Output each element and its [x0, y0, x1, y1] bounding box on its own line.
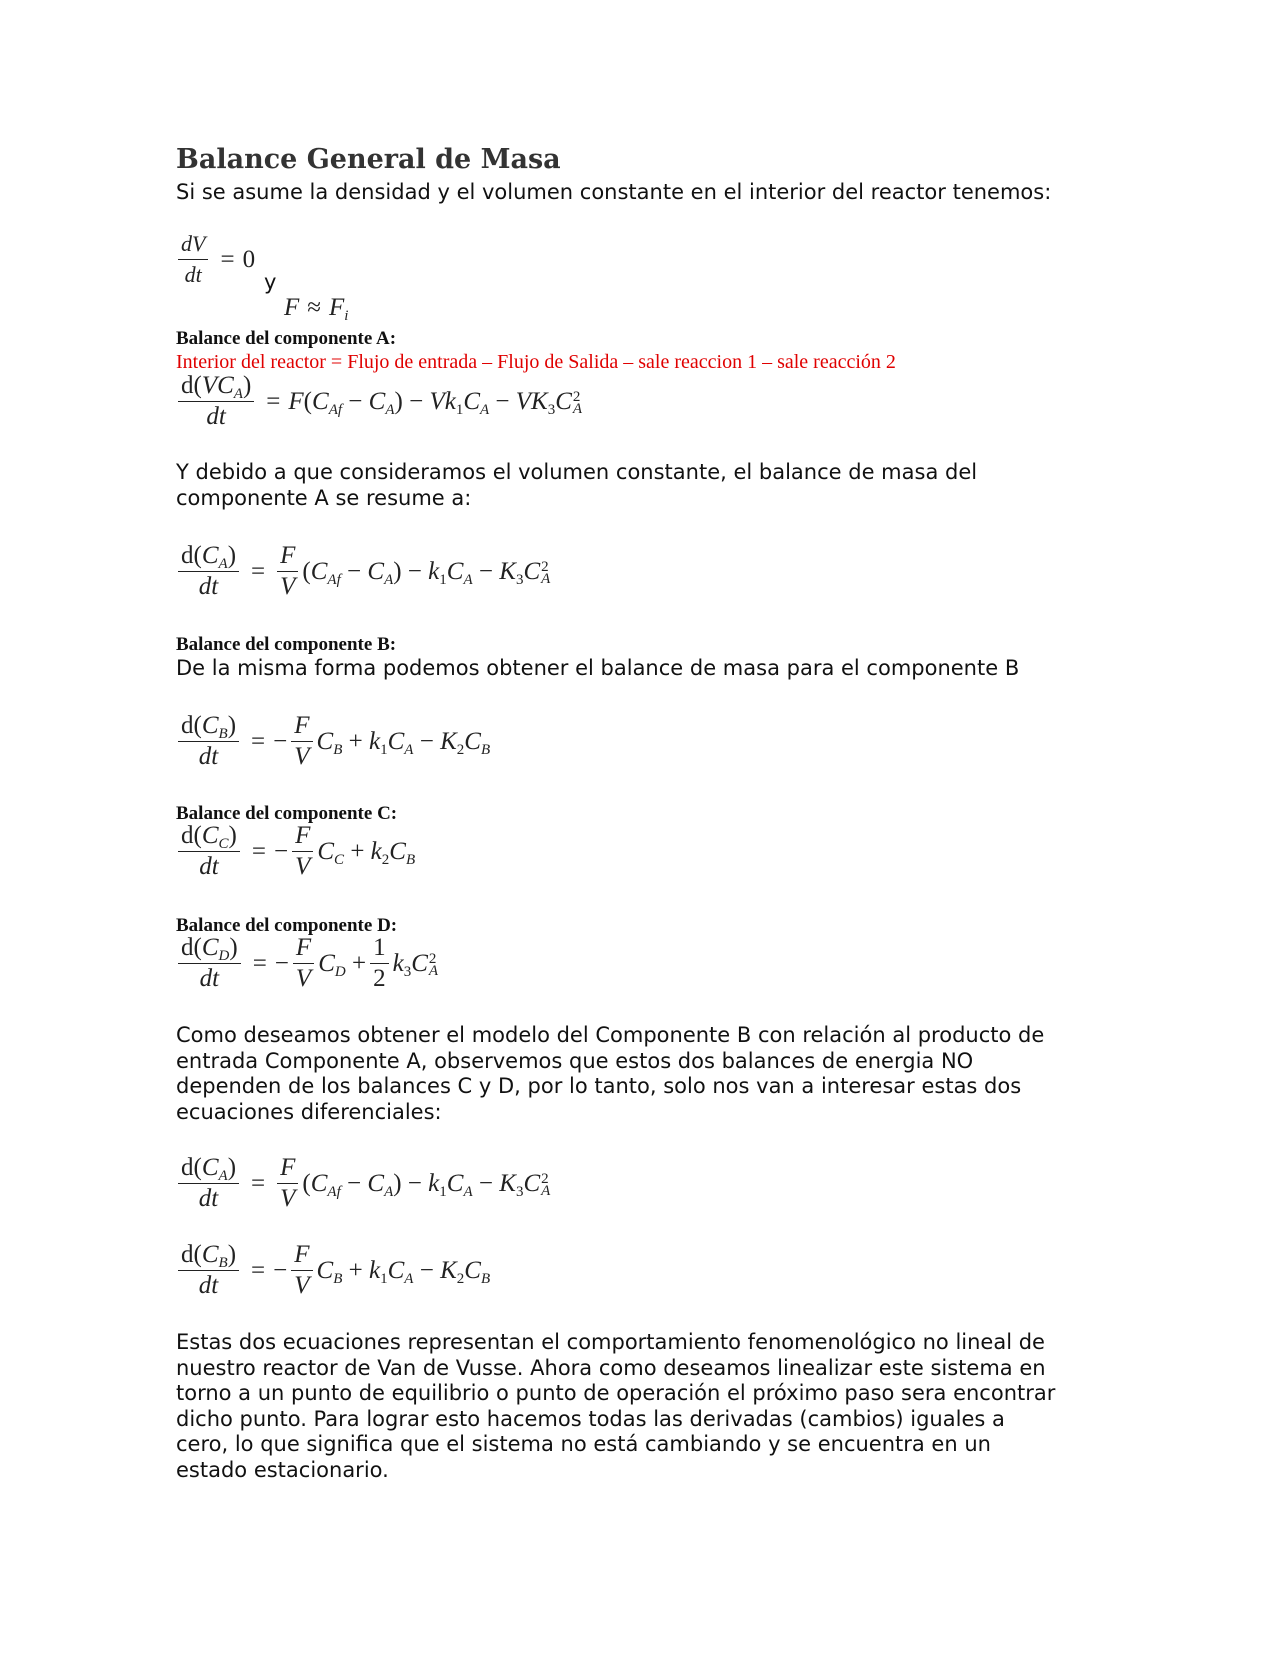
paragraph-model [176, 1023, 1096, 1125]
heading-balance-d: Balance del componente D: [176, 915, 398, 936]
equation-balance-d: $\frac{d(C_D)}{dt}$ = − $\frac{F}{V}$ $C_D$ + $\frac{1}{2}$ $k_3C$ 2 A [174, 934, 438, 993]
paragraph-line: Como deseamos obtener el modelo del Componente B con relación al producto de [176, 1023, 1045, 1047]
text-balance-b: De la misma forma podemos obtener el balance de masa para el componente B [176, 656, 1020, 680]
equation-balance-b: $\frac{d(C_B)}{dt}$ = − $\frac{F}{V}$ $C_B + k_1C_A - K_2C_B$ [174, 712, 490, 771]
paragraph-line: dependen de los balances C y D, por lo tanto, solo nos van a interesar estas dos [176, 1074, 1022, 1098]
paragraph-line: Y debido a que consideramos el volumen constante, el balance de masa del [176, 460, 978, 484]
heading-balance-c: Balance del componente C: [176, 803, 398, 824]
connector-y: y [264, 270, 277, 294]
paragraph-line: entrada Componente A, observemos que estos dos balances de energia NO [176, 1048, 974, 1073]
intro-text: Si se asume la densidad y el volumen constante en el interior del reactor tenemos: [176, 180, 1052, 204]
paragraph-line: nuestro reactor de Van de Vusse. Ahora como deseamos linealizar este sistema en [176, 1355, 1046, 1380]
paragraph-final [176, 1330, 1096, 1483]
paragraph-line: componente A se resume a: [176, 485, 472, 510]
equation-balance-a: $\frac{d(C_A)}{dt}$ = $\frac{F}{V}$ $(C_{Af} - C_A) - k_1C_A - K_3C$ 2 A [174, 542, 550, 601]
paragraph-line: dicho punto. Para lograr esto hacemos todas las derivadas (cambios) iguales a [176, 1406, 1005, 1431]
equation-balance-a-volume: $\frac{d(VC_A)}{dt}$ = $F(C_{Af} - C_A) - Vk_1C_A - VK_3C$ 2 A [174, 372, 582, 431]
equation-f-approx-fi: F ≈ $F_i$ [284, 294, 349, 324]
heading-balance-b: Balance del componente B: [176, 634, 397, 655]
paragraph-constant-volume [176, 460, 1096, 511]
equation-balance-c: $\frac{d(C_C)}{dt}$ = − $\frac{F}{V}$ $C_C + k_2C_B$ [174, 822, 415, 881]
heading-balance-a: Balance del componente A: [176, 328, 397, 349]
equation-dv-dt: $\frac{dV}{dt}$ = 0 [174, 230, 255, 289]
paragraph-line: cero, lo que significa que el sistema no está cambiando y se encuentra en un [176, 1432, 991, 1456]
paragraph-line: Estas dos ecuaciones representan el comportamiento fenomenológico no lineal de [176, 1330, 1045, 1354]
equation-system-a: $\frac{d(C_A)}{dt}$ = $\frac{F}{V}$ $(C_{Af} - C_A) - k_1C_A - K_3C$ 2 A [174, 1154, 550, 1213]
paragraph-line: torno a un punto de equilibrio o punto de operación el próximo paso sera encontrar [176, 1381, 1056, 1405]
page-title: Balance General de Masa [176, 144, 561, 175]
paragraph-line: ecuaciones diferenciales: [176, 1099, 442, 1124]
paragraph-line: estado estacionario. [176, 1457, 389, 1482]
red-note-reactor: Interior del reactor = Flujo de entrada – Flujo de Salida – sale reaccion 1 – sale reacción 2 [176, 351, 896, 373]
equation-system-b: $\frac{d(C_B)}{dt}$ = − $\frac{F}{V}$ $C_B + k_1C_A - K_2C_B$ [174, 1241, 490, 1300]
